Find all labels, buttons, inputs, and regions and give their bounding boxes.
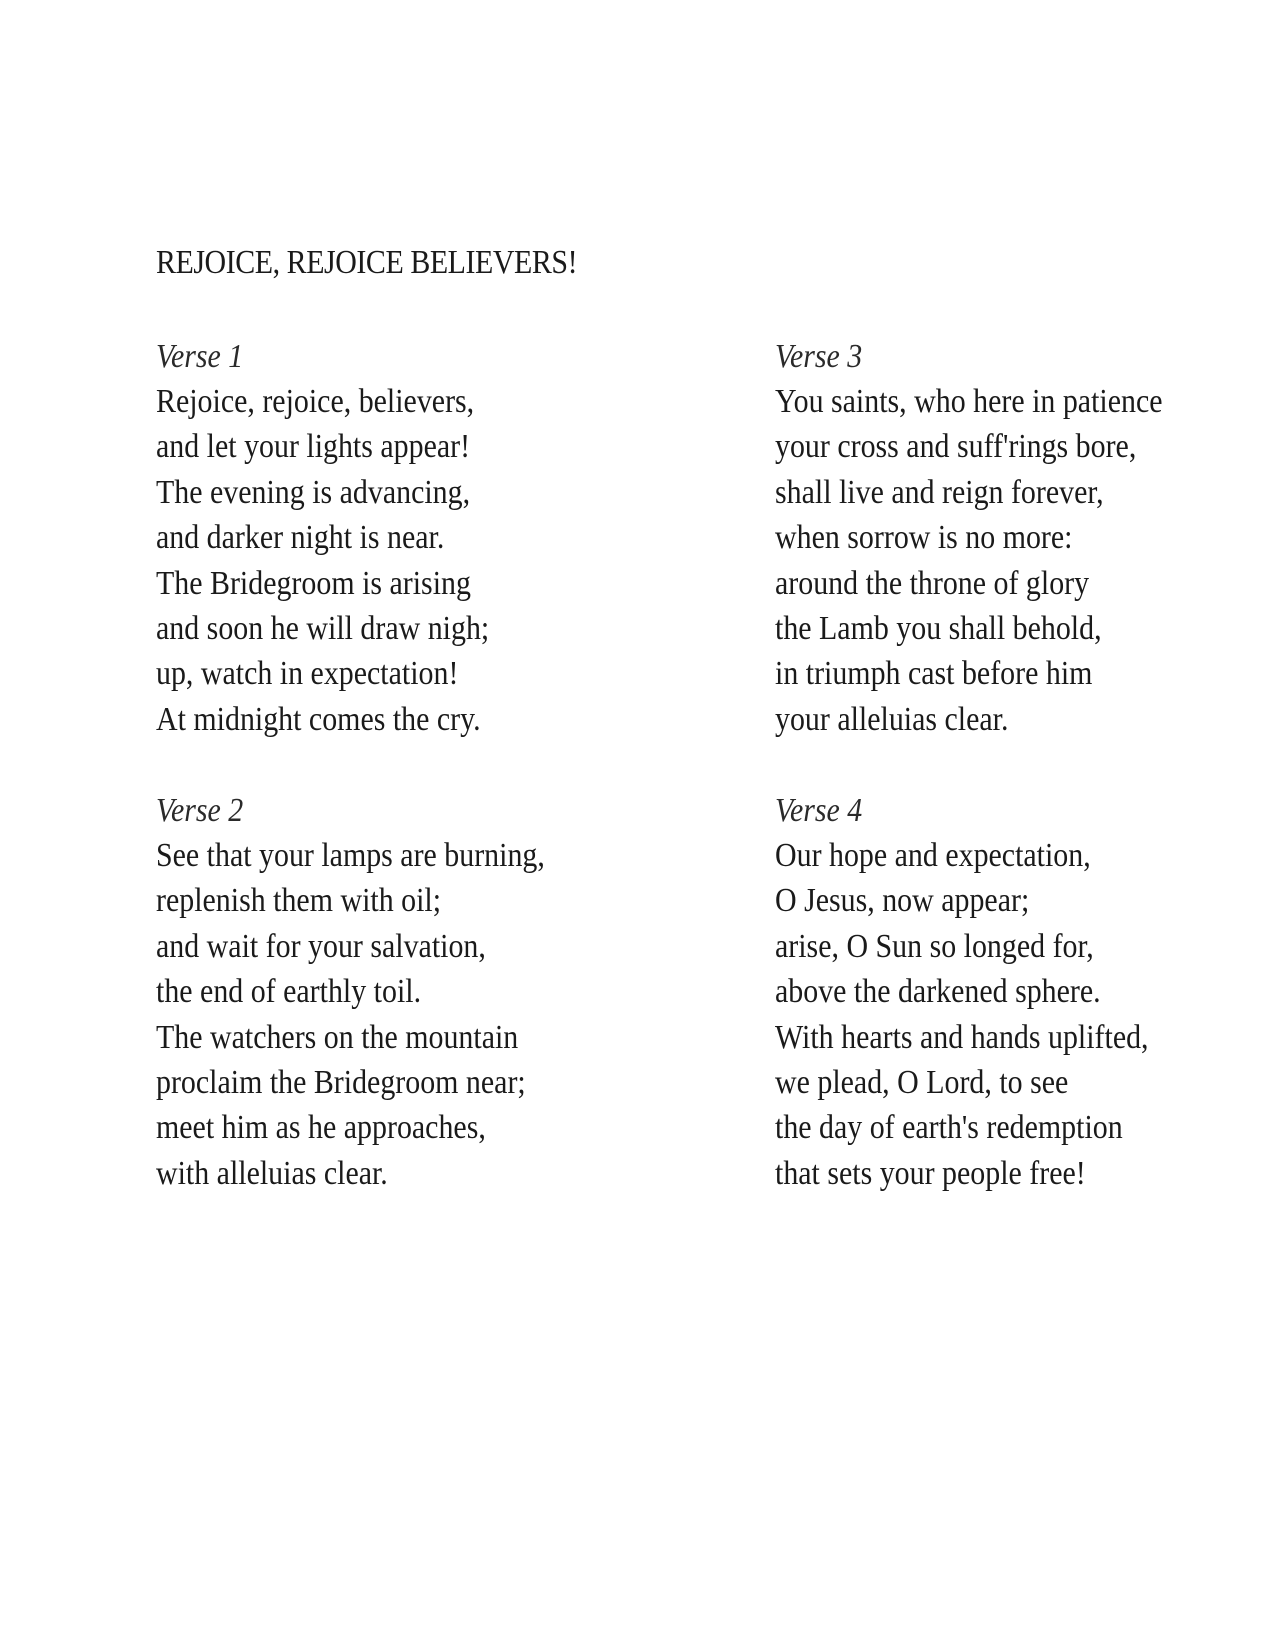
verse-line: and wait for your salvation, — [156, 927, 486, 965]
verse-lines — [156, 833, 676, 1196]
verse-line: proclaim the Bridegroom near; — [156, 1063, 526, 1101]
verse-line: Rejoice, rejoice, believers, — [156, 383, 475, 420]
verse-line: around the throne of glory — [775, 564, 1090, 602]
verse-block — [775, 335, 1275, 742]
verse-line: The watchers on the mountain — [156, 1018, 519, 1056]
verse-line: See that your lamps are burning, — [156, 837, 545, 874]
verse-line: your alleluias clear. — [775, 700, 1009, 738]
verse-line: arise, O Sun so longed for, — [775, 927, 1094, 965]
verse-line: At midnight comes the cry. — [156, 700, 481, 738]
verse-line: with alleluias clear. — [156, 1154, 388, 1192]
verse-line: The Bridegroom is arising — [156, 564, 471, 602]
verse-label: Verse 1 — [156, 338, 244, 375]
verse-label: Verse 4 — [775, 792, 863, 829]
verse-lines — [156, 379, 676, 742]
verse-line: the end of earthly toil. — [156, 973, 422, 1011]
verse-block — [156, 789, 676, 1196]
verse-line: when sorrow is no more: — [775, 519, 1073, 557]
verse-line: your cross and suff'rings bore, — [775, 428, 1137, 466]
verse-line: up, watch in expectation! — [156, 655, 459, 693]
verse-line: With hearts and hands uplifted, — [775, 1018, 1149, 1056]
verse-block — [775, 789, 1275, 1196]
verse-line: the day of earth's redemption — [775, 1109, 1123, 1147]
verse-lines — [775, 379, 1275, 742]
verse-line: the Lamb you shall behold, — [775, 609, 1102, 647]
verse-block — [156, 335, 676, 742]
verse-line: and let your lights appear! — [156, 428, 471, 466]
verse-line: in triumph cast before him — [775, 655, 1093, 693]
verse-label: Verse 2 — [156, 792, 244, 829]
verse-line: shall live and reign forever, — [775, 473, 1104, 511]
verse-line: we plead, O Lord, to see — [775, 1063, 1069, 1101]
verse-line: and soon he will draw nigh; — [156, 609, 490, 647]
verse-line: The evening is advancing, — [156, 473, 471, 511]
verse-label: Verse 3 — [775, 338, 863, 375]
verse-line: meet him as he approaches, — [156, 1109, 486, 1147]
verse-line: Our hope and expectation, — [775, 837, 1091, 874]
verse-line: replenish them with oil; — [156, 882, 442, 920]
verse-line: that sets your people free! — [775, 1154, 1086, 1192]
verse-line: and darker night is near. — [156, 519, 445, 557]
verse-line: O Jesus, now appear; — [775, 882, 1030, 920]
verse-line: You saints, who here in patience — [775, 383, 1163, 420]
hymn-title: REJOICE, REJOICE BELIEVERS! — [156, 244, 578, 281]
verse-line: above the darkened sphere. — [775, 973, 1101, 1011]
verse-lines — [775, 833, 1275, 1196]
